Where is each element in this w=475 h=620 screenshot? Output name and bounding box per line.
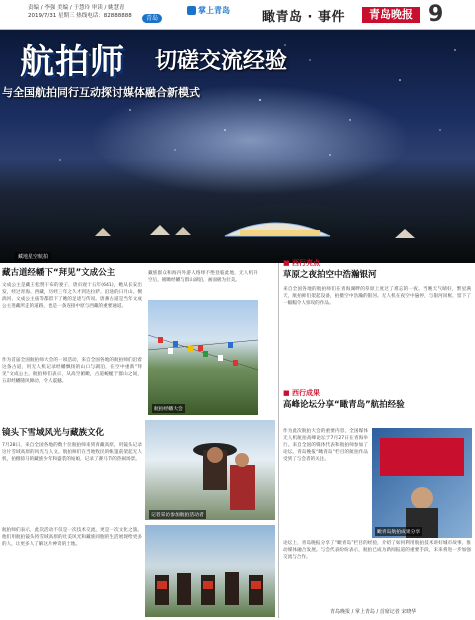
app-badge-qingdao bbox=[142, 5, 162, 24]
app-icon bbox=[187, 6, 196, 15]
left-right-col-text: 藏族群众和海内外游人络绎不绝登临此地，无人机升空后，俯瞰经幡与群山湖泊，画面极为壮美。 bbox=[148, 271, 258, 283]
right-body-1: 来自全国各地的航拍师们在青海湖畔的草原上度过了难忘的一夜。当晚天气晴好，繁星满天，航拍师们架起设备，拍摄空中浩瀚的银河。无人机在夜空中悬停，与银河同框，留下了一幅幅令人惊叹的作品。 bbox=[283, 287, 471, 306]
forum-photo-caption: 瞰青岛航拍成果分享 bbox=[375, 527, 422, 536]
prayer-flags bbox=[148, 300, 258, 415]
right-body-2: 作为此次航拍大会的重要内容，全国媒体无人机航拍高峰论坛于7月27日在青海举行。来自全国的媒体代表和航拍师参加了论坛。青岛晚报“瞰青岛”栏目的航拍作品受到了与会者的关注。 bbox=[283, 429, 368, 462]
photo1-caption: 航拍经幡大会 bbox=[152, 404, 185, 413]
hero-subtitle: 与全国航拍同行互动探讨媒体融合新模式 bbox=[2, 86, 200, 99]
app-badge-zhangshang bbox=[187, 5, 230, 16]
page-header bbox=[0, 0, 475, 30]
hero-photo bbox=[0, 30, 475, 263]
date-line: 2019/7/31 星期三 热线电话：82888888 bbox=[28, 13, 132, 19]
hero-photo-caption: 藏地星空航拍 bbox=[15, 252, 51, 261]
forum-photo bbox=[372, 428, 472, 538]
app-label-1: 青岛 bbox=[142, 14, 162, 23]
column-divider bbox=[278, 263, 279, 618]
left-body-4: 航拍师们表示，此次活动不仅是一次技术交流，更是一次文化之旅。他们用航拍镜头将雪域高原的壮美风光和藏族同胞的生活展现给更多的人，让更多人了解这片神奇的土地。 bbox=[2, 528, 142, 547]
horse-riders-photo bbox=[145, 525, 275, 617]
hero-title-rest: 切磋交流经验 bbox=[155, 49, 288, 74]
photo2-caption: 记者采访参加航拍活动者 bbox=[149, 510, 206, 519]
left-headline: 藏古道经幡下“拜见”文成公主 bbox=[2, 268, 116, 278]
right-headline-1: 草原之夜拍空中浩瀚银河 bbox=[283, 270, 377, 280]
forum-speaker bbox=[372, 428, 472, 538]
milky-way-glow bbox=[90, 85, 410, 195]
hero-title-highlight: 航拍师 bbox=[20, 42, 125, 82]
section-title: 瞰青岛 · 事件 bbox=[262, 10, 345, 25]
left-body-2: 作为首届全国航拍师大会的一项活动，来自全国各地的航拍师们沿着这条古道，用无人机记录经幡飘扬的山口与湖泊，在空中重新“拜见”文成公主。航拍师们表示，从高空俯瞰，古道蜿蜒于群山之间，五彩经幡随风舞动，令人震撼。 bbox=[2, 358, 142, 384]
left-body-3: 7月28日，来自全国各地的数十位航拍师来到青藏高原，用镜头记录这片雪域高原的风光与人文。航拍师们在当地牧民的帐篷前架起无人机，拍摄骑马的藏族少年和盛装的姑娘，记录了赛马节的热闹场景。 bbox=[2, 443, 142, 462]
app-label-2: 掌上青岛 bbox=[198, 6, 230, 15]
right-tag-1: ■ 西行亮点 bbox=[283, 259, 321, 267]
newspaper-logo: 青岛晚报 bbox=[362, 7, 420, 23]
interview-photo bbox=[145, 420, 275, 520]
left-subhead: 镜头下雪域风光与藏族文化 bbox=[2, 428, 105, 438]
right-body-3: 论坛上，青岛晚报分享了“瞰青岛”栏目的经验，介绍了如何利用航拍技术讲好城市故事、推动媒体融合发展。与会代表纷纷表示，航拍已成为新闻报道的重要手段，未来将进一步加强交流与合作。 bbox=[283, 541, 471, 560]
right-headline-2: 高峰论坛分享“瞰青岛”航拍经验 bbox=[283, 400, 405, 410]
byline: 青岛晚报 / 掌上青岛 / 首席记者 宋晓华 bbox=[330, 609, 417, 615]
page-number: 9 bbox=[428, 2, 444, 27]
prayer-flag-photo bbox=[148, 300, 258, 415]
editors-line: 责编 / 李强 美编 / 于慧玲 审读 / 姚慧青 bbox=[28, 5, 125, 11]
interview-figures bbox=[145, 420, 275, 520]
right-tag-2: ■ 西行成果 bbox=[283, 389, 321, 397]
left-body-1: 文成公主是藏王松赞干布的妻子，唐贞观十五年(641)，她从长安出发，经过青海、西藏，历经三年之久才到达拉萨。沿途的日月山、倒淌河、文成公主庙等都留下了她的足迹与传说。唐蕃古道是当年文成公主进藏所走的道路，也是一条连接中原与西藏的重要通道。 bbox=[2, 283, 142, 309]
riders bbox=[145, 525, 275, 617]
